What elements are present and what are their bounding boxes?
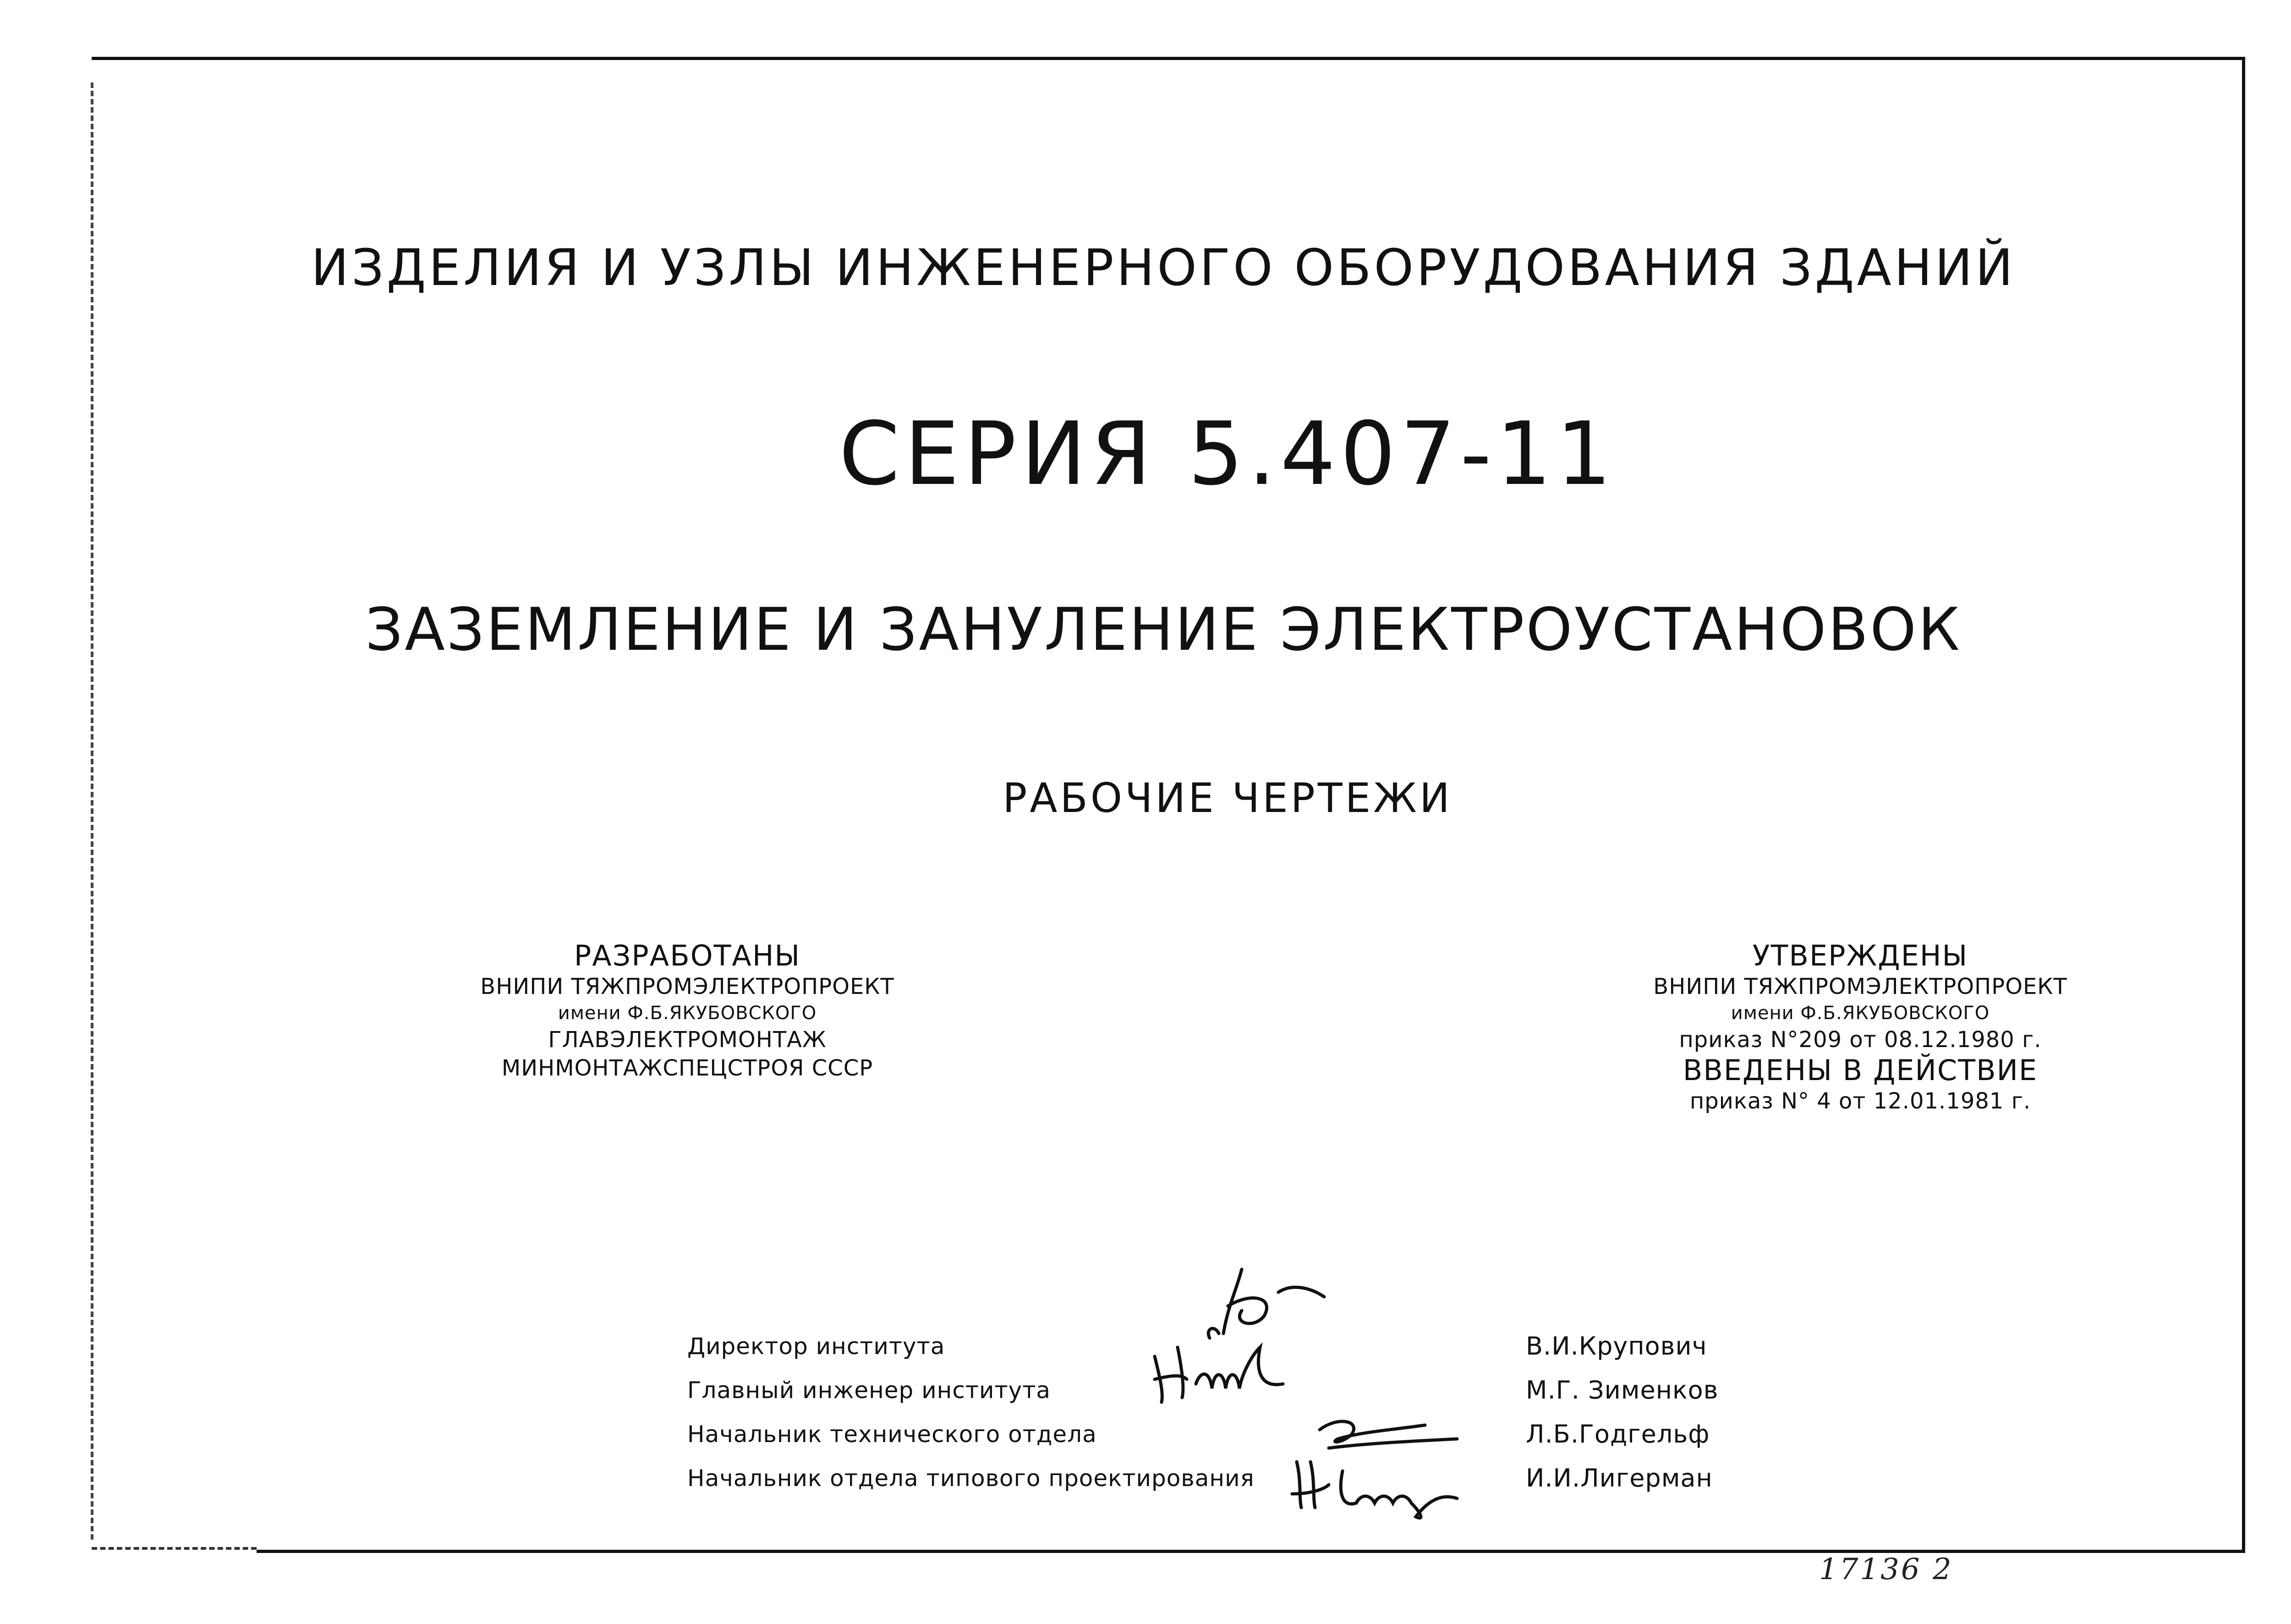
- position-label: Начальник отдела типового проектирования: [687, 1465, 1255, 1492]
- developed-line: МИНМОНТАЖСПЕЦСТРОЯ СССР: [501, 1055, 873, 1081]
- signatory-name: М.Г. Зименков: [1526, 1376, 1719, 1405]
- approved-heading: УТВЕРЖДЕНЫ: [1752, 939, 1968, 972]
- approved-line: имени Ф.Б.ЯКУБОВСКОГО: [1731, 1003, 1990, 1024]
- signature-chief-engineer-drawing: [1146, 1329, 1310, 1407]
- signatory-name: Л.Б.Годгельф: [1526, 1420, 1710, 1448]
- signature-typical-design-drawing: [1283, 1443, 1466, 1521]
- enacted-order-line: приказ N° 4 от 12.01.1981 г.: [1689, 1088, 2031, 1114]
- frame-bottom-dashed-segment: [92, 1547, 257, 1550]
- top-title: ИЗДЕЛИЯ И УЗЛЫ ИНЖЕНЕРНОГО ОБОРУДОВАНИЯ ЗДАНИЙ: [311, 238, 2016, 297]
- approved-order-line: приказ N°209 от 08.12.1980 г.: [1679, 1027, 2042, 1053]
- developed-line: ВНИПИ ТЯЖПРОМЭЛЕКТРОПРОЕКТ: [480, 974, 894, 999]
- developed-line: ГЛАВЭЛЕКТРОМОНТАЖ: [548, 1027, 827, 1053]
- position-label: Начальник технического отдела: [687, 1421, 1097, 1448]
- subtitle: РАБОЧИЕ ЧЕРТЕЖИ: [1003, 774, 1452, 822]
- signature-names: [1526, 1324, 1892, 1500]
- enacted-heading: ВВЕДЕНЫ В ДЕЙСТВИЕ: [1683, 1053, 2038, 1087]
- developed-block: [376, 939, 999, 1082]
- developed-heading: РАЗРАБОТАНЫ: [574, 939, 801, 972]
- series-title: СЕРИЯ 5.407-11: [839, 403, 1617, 505]
- approved-line: ВНИПИ ТЯЖПРОМЭЛЕКТРОПРОЕКТ: [1653, 974, 2067, 999]
- signatory-name: И.И.Лигерман: [1526, 1464, 1713, 1492]
- frame-top-line: [92, 57, 2245, 60]
- main-title: ЗАЗЕМЛЕНИЕ И ЗАНУЛЕНИЕ ЭЛЕКТРОУСТАНОВОК: [365, 596, 1962, 664]
- position-label: Директор института: [687, 1333, 945, 1360]
- position-label: Главный инженер института: [687, 1377, 1051, 1404]
- sheet-number: 17136 2: [1819, 1553, 1953, 1586]
- approved-block: [1535, 939, 2186, 1115]
- developed-line: имени Ф.Б.ЯКУБОВСКОГО: [558, 1003, 817, 1024]
- signatory-name: В.И.Крупович: [1526, 1332, 1707, 1361]
